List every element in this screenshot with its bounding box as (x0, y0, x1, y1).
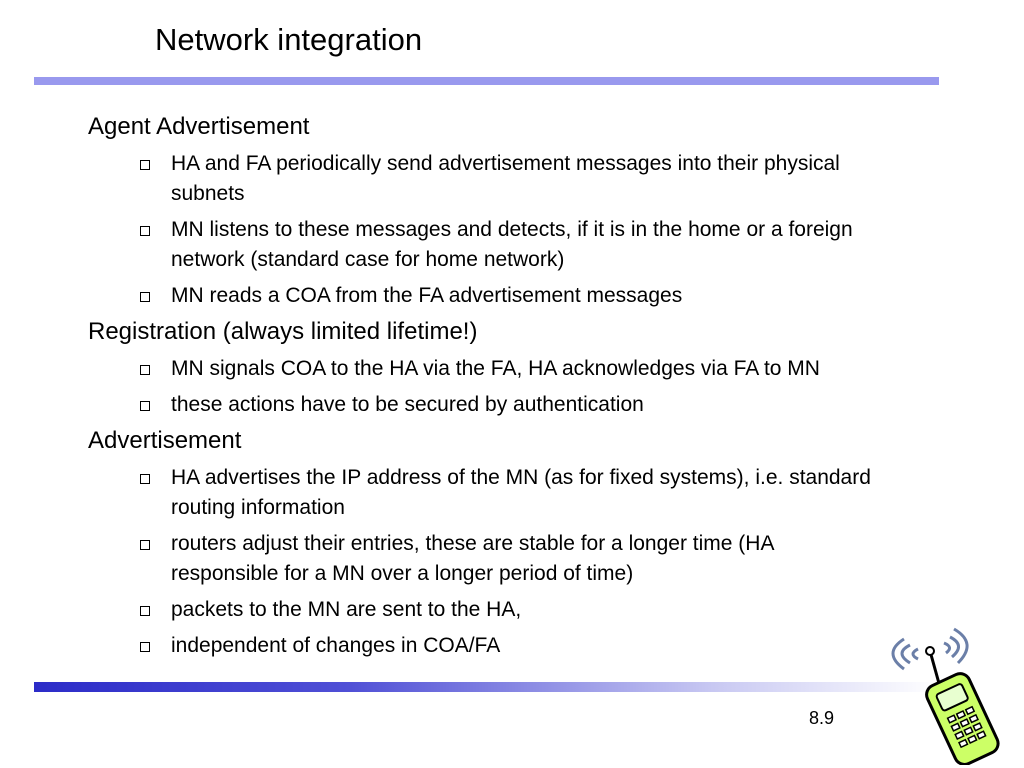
section-registration (88, 317, 978, 420)
bullet-item (88, 463, 886, 523)
bullet-item (88, 149, 886, 209)
bullet-text: MN signals COA to the HA via the FA, HA acknowledges via FA to MN (171, 357, 820, 380)
section-heading: Agent Advertisement (88, 113, 310, 140)
bullet-square-icon (140, 226, 150, 236)
bullet-square-icon (140, 642, 150, 652)
bullet-item (88, 529, 886, 589)
slide-title: Network integration (155, 22, 423, 57)
bullet-text: MN reads a COA from the FA advertisement messages (171, 284, 683, 307)
bullet-text: packets to the MN are sent to the HA, (171, 598, 522, 621)
bullet-square-icon (140, 365, 150, 375)
bullet-item (88, 215, 886, 275)
title-divider (34, 77, 939, 85)
bullet-item (88, 595, 886, 625)
mobile-phone-signal-icon (880, 625, 1020, 765)
footer-divider (34, 682, 939, 692)
bullet-text: MN listens to these messages and detects, if it is in the home or a foreign network (standard case for home network) (171, 218, 853, 271)
bullet-square-icon (140, 474, 150, 484)
bullet-square-icon (140, 292, 150, 302)
bullet-text: HA advertises the IP address of the MN (as for fixed systems), i.e. standard routing information (171, 466, 871, 519)
section-advertisement (88, 426, 978, 661)
bullet-text: independent of changes in COA/FA (171, 634, 501, 657)
bullet-text: routers adjust their entries, these are stable for a longer time (HA responsible for a MN over a longer period of time) (171, 532, 774, 585)
slide-content (88, 108, 978, 667)
bullet-item (88, 631, 886, 661)
page-number: 8.9 (809, 708, 835, 728)
bullet-item (88, 281, 886, 311)
bullet-text: HA and FA periodically send advertisement messages into their physical subnets (171, 152, 840, 205)
bullet-square-icon (140, 401, 150, 411)
bullet-list (88, 354, 978, 420)
section-heading: Registration (always limited lifetime!) (88, 318, 478, 345)
section-heading: Advertisement (88, 427, 242, 454)
bullet-text: these actions have to be secured by authentication (171, 393, 644, 416)
bullet-item (88, 390, 886, 420)
bullet-square-icon (140, 160, 150, 170)
bullet-item (88, 354, 971, 384)
bullet-list (88, 463, 978, 661)
bullet-list (88, 149, 978, 311)
section-agent-advertisement (88, 112, 978, 311)
bullet-square-icon (140, 606, 150, 616)
bullet-square-icon (140, 540, 150, 550)
